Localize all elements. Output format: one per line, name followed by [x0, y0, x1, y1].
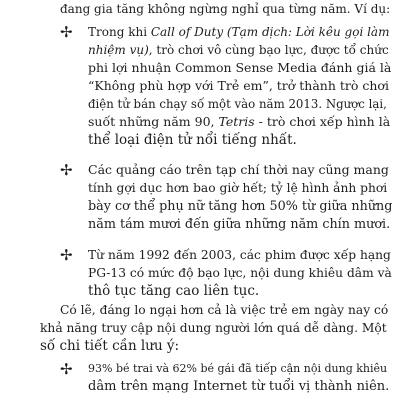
- bullet-3-line-3: thô tục tăng cao liên tục.: [88, 282, 260, 299]
- four-point-cross-bullet-icon: ✢: [60, 22, 73, 41]
- text: - trò chơi xếp hình là: [254, 114, 391, 130]
- bullet-4-line-1: 93% bé trai và 62% bé gái đã tiếp cận nội dung khiêu: [88, 361, 388, 375]
- paragraph-line-2: khả năng truy cập nội dung người lớn quá dễ dàng. Một: [40, 320, 387, 335]
- paragraph-line-3: số chi tiết cần lưu ý:: [40, 338, 180, 355]
- four-point-cross-bullet-icon: ✢: [60, 359, 73, 378]
- bullet-3-line-2: PG-13 có mức độ bạo lực, nội dung khiêu dâm và: [88, 265, 392, 280]
- bullet-2-line-1: Các quảng cáo trên tạp chí thời nay cũng mang: [88, 162, 389, 178]
- bullet-1-line-3: phi lợi nhuận Common Sense Media đánh giá là: [88, 59, 392, 75]
- bullet-2-line-4: năm tám mươi đến giữa những năm chín mươi.: [88, 216, 391, 232]
- bullet-1-line-4: “Không phù hợp với Trẻ em”, trở thành trò chơi: [88, 78, 389, 94]
- bullet-2-line-3: bày cơ thể phụ nữ tăng hơn 50% từ giữa những: [88, 198, 393, 214]
- italic-title: Call of Duty (Tạm dịch: Lời kêu gọi làm: [150, 24, 390, 39]
- text: suốt những năm 90,: [88, 114, 219, 130]
- intro-line: đang gia tăng không ngừng nghỉ qua từng năm. Ví dụ:: [60, 2, 391, 16]
- four-point-cross-bullet-icon: ✢: [60, 161, 73, 180]
- bullet-1-line-6: [88, 113, 390, 131]
- bullet-3-line-1: Từ năm 1992 đến 2003, các phim được xếp hạng: [88, 247, 391, 262]
- text: Trong khi: [88, 24, 151, 39]
- four-point-cross-bullet-icon: ✢: [60, 245, 73, 264]
- bullet-4-line-2: dâm trên mạng Internet từ tuổi vị thành niên.: [88, 378, 390, 394]
- bullet-1-line-7: thể loại điện tử nổi tiếng nhất.: [88, 132, 297, 149]
- bullet-1-line-1: [88, 23, 389, 41]
- text: , trò chơi vô cùng bạo lực, được tổ chức: [148, 42, 389, 57]
- bullet-2-line-2: tính gợi dục hơn bao giờ hết; tỷ lệ hình ảnh phơi: [88, 181, 388, 196]
- italic-title: nhiệm vụ): [88, 42, 149, 57]
- bullet-1-line-5: điện tử bán chạy số một vào năm 2013. Ngược lại,: [88, 97, 387, 112]
- italic-title: Tetris: [218, 114, 255, 130]
- bullet-1-line-2: [88, 41, 389, 59]
- paragraph-line-1: Có lẽ, đáng lo ngại hơn cả là việc trẻ em ngày nay có: [60, 302, 389, 317]
